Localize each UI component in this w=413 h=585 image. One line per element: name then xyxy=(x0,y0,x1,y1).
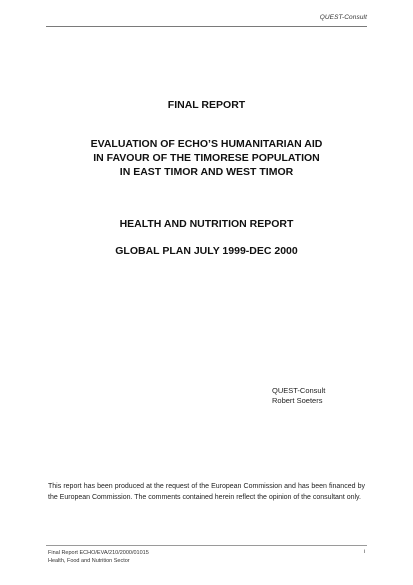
running-header: QUEST-Consult xyxy=(319,14,367,21)
evaluation-title-line-3: IN EAST TIMOR AND WEST TIMOR xyxy=(119,166,294,178)
page-number: i xyxy=(363,549,365,555)
author-organization: QUEST-Consult xyxy=(272,386,326,395)
footer-sector: Health, Food and Nutrition Sector xyxy=(48,558,130,564)
footer-reference: Final Report ECHO/EVA/210/2000/01015 xyxy=(48,550,149,556)
header-divider xyxy=(46,26,367,27)
final-report-title: FINAL REPORT xyxy=(167,99,246,111)
report-subtitle: HEALTH AND NUTRITION REPORT xyxy=(119,218,294,230)
evaluation-title xyxy=(0,137,413,179)
footer-reference-block xyxy=(48,549,149,565)
disclaimer-paragraph: This report has been produced at the request of the European Commission and has been financed by the European Commission. The comments contained herein reflect the opinion of the consultant only. xyxy=(48,483,365,501)
evaluation-title-line-2: IN FAVOUR OF THE TIMORESE POPULATION xyxy=(93,152,320,164)
footer-divider xyxy=(46,545,367,546)
author-name: Robert Soeters xyxy=(272,396,323,405)
evaluation-title-line-1: EVALUATION OF ECHO’S HUMANITARIAN AID xyxy=(90,138,323,150)
plan-period: GLOBAL PLAN JULY 1999-DEC 2000 xyxy=(115,245,298,257)
author-block xyxy=(272,386,325,406)
